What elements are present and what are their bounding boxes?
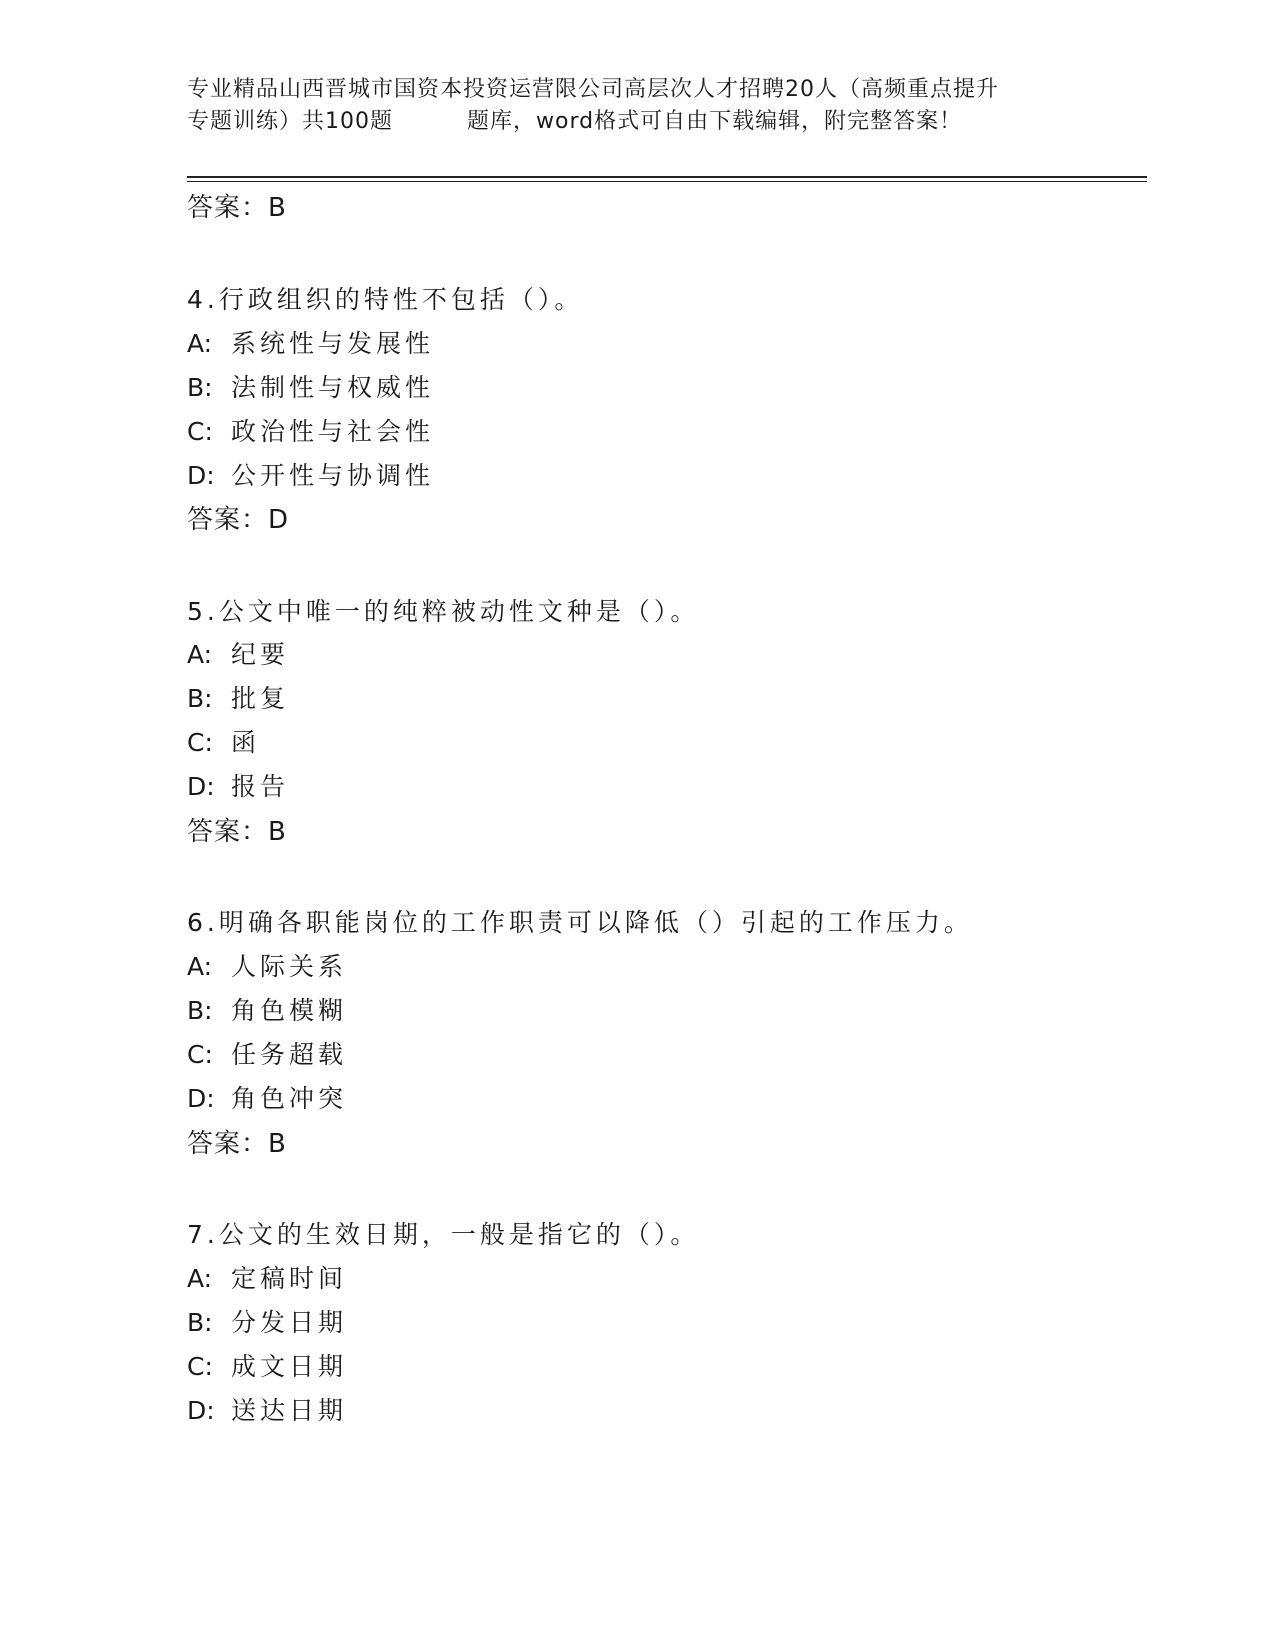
page-header [187, 74, 1087, 138]
header-line-1: 专业精品山西晋城市国资本投资运营限公司高层次人才招聘20人（高频重点提升 [187, 77, 999, 102]
option-text: 系统性与发展性 [231, 329, 435, 358]
option-text: 公开性与协调性 [231, 461, 435, 490]
question-7-option-d [187, 1394, 347, 1428]
header-line-2-end: 题库，word格式可自由下载编辑，附完整答案！ [467, 109, 963, 134]
option-text: 角色冲突 [231, 1084, 348, 1113]
question-7-option-c [187, 1350, 347, 1384]
option-text: 定稿时间 [231, 1264, 348, 1293]
option-text: 成文日期 [231, 1352, 348, 1381]
option-text: 人际关系 [231, 952, 348, 981]
option-text: 纪要 [231, 640, 290, 669]
header-divider-thin [187, 181, 1147, 182]
option-text: 函 [231, 728, 261, 757]
previous-answer: 答案：B [187, 193, 287, 223]
option-text: 报告 [231, 772, 290, 801]
option-letter: C: [187, 417, 213, 446]
option-letter: D: [187, 1084, 215, 1113]
question-7-stem: 7.公文的生效日期，一般是指它的（）。 [187, 1220, 700, 1249]
question-5-option-b [187, 682, 289, 716]
option-text: 送达日期 [231, 1396, 348, 1425]
option-text: 法制性与权威性 [231, 373, 435, 402]
option-letter: A: [187, 1264, 213, 1293]
option-text: 分发日期 [231, 1308, 348, 1337]
question-4-option-c [187, 415, 434, 449]
question-4-option-b [187, 371, 434, 405]
option-letter: D: [187, 772, 215, 801]
question-6-option-b [187, 994, 347, 1028]
question-6-option-a [187, 950, 347, 984]
option-letter: D: [187, 461, 215, 490]
question-4-option-a [187, 327, 434, 361]
option-letter: B: [187, 684, 213, 713]
question-6-option-c [187, 1038, 347, 1072]
question-4-option-d [187, 459, 434, 493]
question-4-stem: 4.行政组织的特性不包括（）。 [187, 285, 584, 314]
option-text: 政治性与社会性 [231, 417, 435, 446]
question-4-answer: 答案：D [187, 505, 290, 535]
option-letter: C: [187, 1352, 213, 1381]
option-text: 批复 [231, 684, 290, 713]
question-6-option-d [187, 1082, 347, 1116]
option-letter: C: [187, 728, 213, 757]
option-text: 任务超载 [231, 1040, 348, 1069]
question-6-stem: 6.明确各职能岗位的工作职责可以降低（）引起的工作压力。 [187, 908, 973, 937]
question-5-answer: 答案：B [187, 817, 287, 847]
header-divider-thick [187, 176, 1147, 178]
question-5-option-a [187, 638, 289, 672]
option-letter: B: [187, 996, 213, 1025]
option-text: 角色模糊 [231, 996, 348, 1025]
question-5-stem: 5.公文中唯一的纯粹被动性文种是（）。 [187, 597, 700, 626]
option-letter: A: [187, 640, 213, 669]
question-6-answer: 答案：B [187, 1129, 287, 1159]
option-letter: A: [187, 952, 213, 981]
question-7-option-b [187, 1306, 347, 1340]
option-letter: C: [187, 1040, 213, 1069]
question-5-option-c [187, 726, 260, 760]
header-line-2-start: 专题训练）共100题 [187, 109, 393, 134]
question-5-option-d [187, 770, 289, 804]
option-letter: D: [187, 1396, 215, 1425]
option-letter: B: [187, 373, 213, 402]
question-7-option-a [187, 1262, 347, 1296]
header-line-2 [187, 106, 1087, 138]
option-letter: B: [187, 1308, 213, 1337]
option-letter: A: [187, 329, 213, 358]
